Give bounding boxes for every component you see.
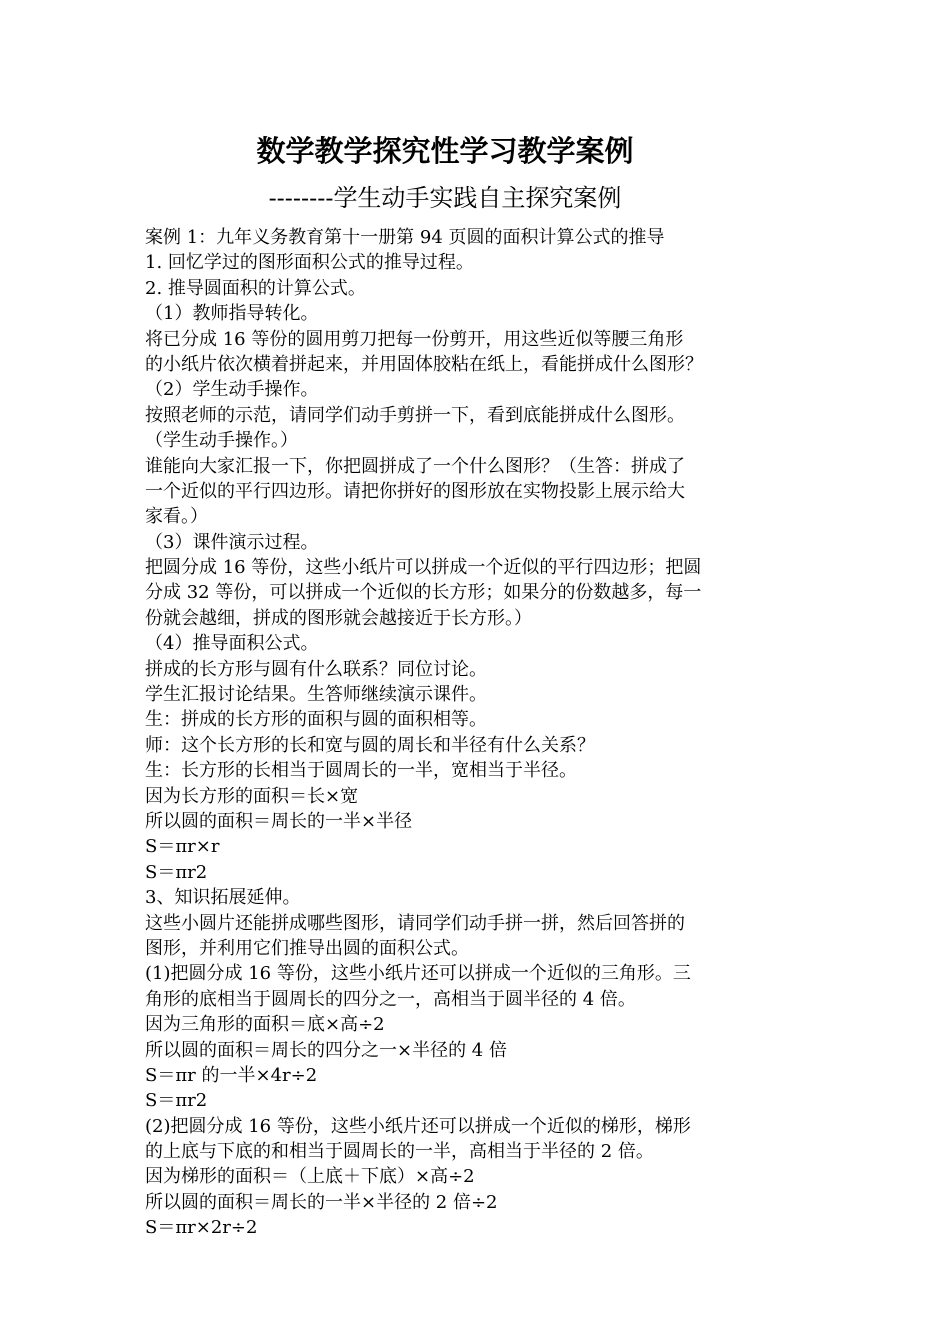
body-line: S＝πr2 xyxy=(145,1090,208,1112)
body-line: (2)把圆分成 16 等份，这些小纸片还可以拼成一个近似的梯形，梯形 xyxy=(145,1115,691,1137)
body-line: 图形，并利用它们推导出圆的面积公式。 xyxy=(145,937,469,959)
body-line: 这些小圆片还能拼成哪些图形，请同学们动手拼一拼，然后回答拼的 xyxy=(145,912,685,934)
body-line: 所以圆的面积＝周长的一半×半径的 2 倍÷2 xyxy=(145,1191,498,1213)
body-line: 谁能向大家汇报一下，你把圆拼成了一个什么图形？（生答：拼成了 xyxy=(145,455,685,477)
body-line: 所以圆的面积＝周长的一半×半径 xyxy=(145,810,413,832)
body-line: 所以圆的面积＝周长的四分之一×半径的 4 倍 xyxy=(145,1039,507,1061)
body-line: 角形的底相当于圆周长的四分之一，高相当于圆半径的 4 倍。 xyxy=(145,988,636,1010)
body-line: （1）教师指导转化。 xyxy=(145,303,319,325)
body-line: (1)把圆分成 16 等份，这些小纸片还可以拼成一个近似的三角形。三 xyxy=(145,963,691,985)
body-line: 分成 32 等份，可以拼成一个近似的长方形；如果分的份数越多，每一 xyxy=(145,582,702,604)
body-line: （4）推导面积公式。 xyxy=(145,633,319,655)
document-subtitle: --------学生动手实践自主探究案例 xyxy=(268,184,622,212)
body-line: 1. 回忆学过的图形面积公式的推导过程。 xyxy=(145,252,474,274)
body-line: 生：长方形的长相当于圆周长的一半，宽相当于半径。 xyxy=(145,760,577,782)
body-line: 师：这个长方形的长和宽与圆的周长和半径有什么关系？ xyxy=(145,734,595,756)
body-line: 因为梯形的面积＝（上底＋下底）×高÷2 xyxy=(145,1166,475,1188)
body-line: （3）课件演示过程。 xyxy=(145,531,319,553)
body-line: S＝πr 的一半×4r÷2 xyxy=(145,1064,318,1086)
body-line: 的小纸片依次横着拼起来，并用固体胶粘在纸上，看能拼成什么图形？ xyxy=(145,353,703,375)
body-line: 2. 推导圆面积的计算公式。 xyxy=(145,277,366,299)
body-line: 家看。） xyxy=(145,506,208,528)
document-body xyxy=(145,225,815,1241)
body-line: 3、知识拓展延伸。 xyxy=(145,887,301,909)
body-line: 按照老师的示范，请同学们动手剪拼一下，看到底能拼成什么图形。 xyxy=(145,404,685,426)
body-line: 因为三角形的面积＝底×高÷2 xyxy=(145,1014,385,1036)
document-title: 数学教学探究性学习教学案例 xyxy=(256,134,634,168)
body-line: 的上底与下底的和相当于圆周长的一半，高相当于半径的 2 倍。 xyxy=(145,1141,654,1163)
body-line: （2）学生动手操作。 xyxy=(145,379,319,401)
body-line: 将已分成 16 等份的圆用剪刀把每一份剪开，用这些近似等腰三角形 xyxy=(145,328,684,350)
body-line: 拼成的长方形与圆有什么联系？同位讨论。 xyxy=(145,658,487,680)
body-line: 一个近似的平行四边形。请把你拼好的图形放在实物投影上展示给大 xyxy=(145,480,685,502)
body-line: 因为长方形的面积＝长×宽 xyxy=(145,785,359,807)
body-line: 生：拼成的长方形的面积与圆的面积相等。 xyxy=(145,709,487,731)
body-line: 案例 1：九年义务教育第十一册第 94 页圆的面积计算公式的推导 xyxy=(145,227,665,248)
body-line: S＝πr×r xyxy=(145,836,220,858)
body-line: 学生汇报讨论结果。生答师继续演示课件。 xyxy=(145,684,487,706)
body-line: 份就会越细，拼成的图形就会越接近于长方形。） xyxy=(145,607,532,629)
body-line: 把圆分成 16 等份，这些小纸片可以拼成一个近似的平行四边形；把圆 xyxy=(145,557,702,579)
body-line: （学生动手操作。） xyxy=(145,430,298,452)
body-line: S＝πr×2r÷2 xyxy=(145,1217,258,1239)
body-line: S＝πr2 xyxy=(145,861,208,883)
